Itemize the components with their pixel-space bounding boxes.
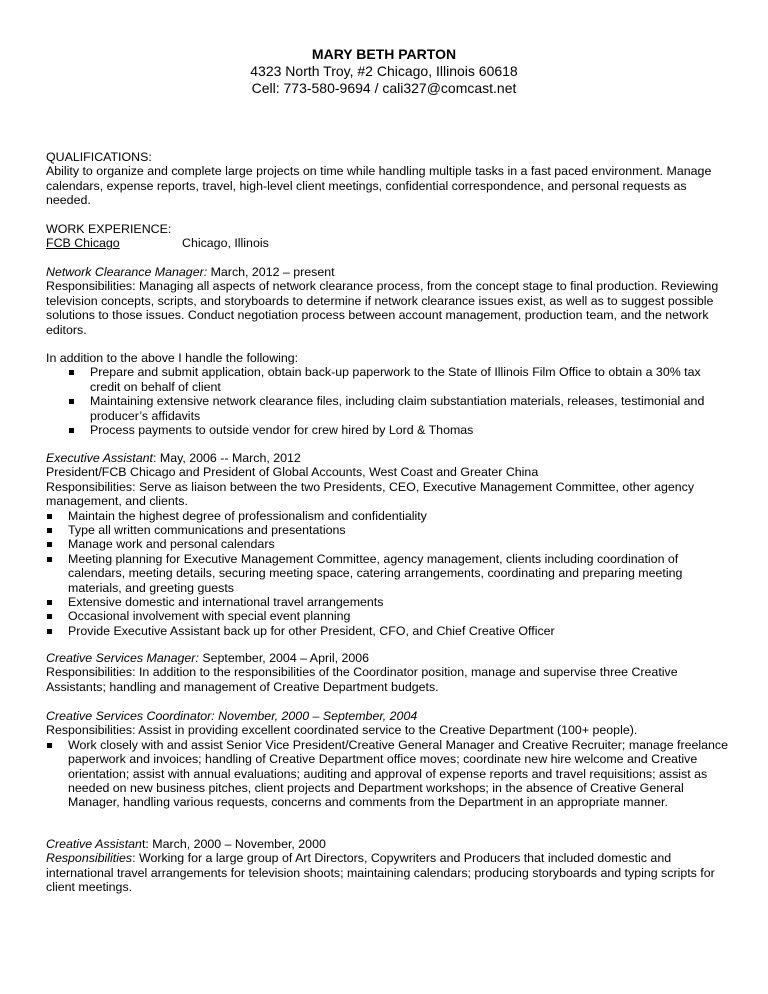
contact-line: Cell: 773-580-9694 / cali327@comcast.net (251, 80, 517, 96)
job-title: Executive Assistant (46, 451, 153, 465)
list-item: Extensive domestic and international travel arrangements (46, 595, 728, 609)
bullet-square-icon (47, 743, 52, 748)
additional-intro: In addition to the above I handle the following: (46, 351, 299, 365)
bullet-square-icon (47, 557, 52, 562)
job-heading (46, 651, 728, 665)
duties-list (46, 509, 728, 639)
responsibilities-label: Responsibilities (46, 851, 133, 866)
qualifications-section (46, 150, 728, 208)
job-subtitle: President/FCB Chicago and President of Global Accounts, West Coast and Greater China (46, 465, 539, 480)
employer-location: Chicago, Illinois (182, 236, 269, 251)
list-item: Maintain the highest degree of professionalism and confidentiality (46, 509, 728, 523)
applicant-name: MARY BETH PARTON (311, 46, 457, 62)
additional-duties (46, 351, 728, 437)
bullet-square-icon (47, 600, 52, 605)
job-creative-services-coordinator (46, 709, 728, 810)
list-item: Type all written communications and presentations (46, 523, 728, 537)
job-creative-services-manager (46, 651, 728, 694)
job-heading (46, 451, 728, 465)
work-experience-section (46, 222, 728, 251)
job-creative-assistant (46, 837, 728, 895)
list-item: Work closely with and assist Senior Vice President/Creative General Manager and Creative Recruiter; manage freelance paperwork and invoices; handling of Creative Department office moves; coordinate new hire welcome and Creative orientation; assist with annual evaluations; auditing and approval of expense reports and travel requisitions; assist as needed on new business pitches, client projects and Department workshops; in the absence of Creative General Manager, handling various requests, concerns and comments from the Department in an appropriate manner. (46, 738, 728, 810)
employer-name: FCB Chicago (46, 236, 120, 251)
job-title: Network Clearance Manager: (46, 265, 208, 279)
qualifications-heading: QUALIFICATIONS: (46, 150, 152, 164)
list-item: Process payments to outside vendor for crew hired by Lord & Thomas (46, 423, 728, 437)
address-line: 4323 North Troy, #2 Chicago, Illinois 60618 (250, 63, 518, 79)
job-responsibilities: Responsibilities: In addition to the responsibilities of the Coordinator position, manage and supervise three Creative Assistants; handling and management of Creative Department budgets. (46, 665, 678, 694)
job-title: Creative Services Manager: (46, 651, 199, 665)
responsibilities-text: : Working for a large group of Art Directors, Copywriters and Producers that included domestic and international travel arrangements for television shoots; maintaining calendars; producing storyboards and typing scripts for client meetings. (46, 851, 715, 895)
bullet-square-icon (47, 528, 52, 533)
job-responsibilities (46, 851, 728, 894)
job-heading: Creative Services Coordinator: November, 2000 – September, 2004 (46, 709, 418, 723)
additional-duties-list (46, 365, 728, 437)
job-title: Creative Assistan (46, 837, 142, 851)
job-executive-assistant (46, 451, 728, 638)
job-responsibilities: Responsibilities: Serve as liaison between the two Presidents, CEO, Executive Management Committee, other agency management, and clients. (46, 479, 695, 509)
bullet-square-icon (47, 514, 52, 519)
job-responsibilities: Responsibilities: Managing all aspects of network clearance process, from the concept stage to final production. Reviewing television concepts, scripts, and storyboards to determine if network clearance issues exist, as well as to suggest possible solutions to those issues. Conduct negotiation process between account management, production team, and the network editors. (46, 279, 719, 337)
job-heading (46, 837, 728, 851)
duties-list (46, 738, 728, 810)
bullet-square-icon (47, 614, 52, 619)
bullet-square-icon (69, 399, 74, 404)
job-dates: : May, 2006 -- March, 2012 (152, 451, 301, 465)
job-heading (46, 265, 728, 279)
list-item: Meeting planning for Executive Management Committee, agency management, clients including coordination of calendars, meeting details, securing meeting space, catering arrangements, coordinating and preparing meeting materials, and greeting guests (46, 552, 728, 595)
qualifications-text: Ability to organize and complete large projects on time while handling multiple tasks in a fast paced environment. Manage calendars, expense reports, travel, high-level client meetings, confidential correspondence, and personal requests as needed. (46, 164, 712, 208)
list-item: Occasional involvement with special event planning (46, 609, 728, 623)
bullet-square-icon (47, 542, 52, 547)
employer-line (46, 236, 728, 250)
job-responsibilities: Responsibilities: Assist in providing excellent coordinated service to the Creative Department (100+ people). (46, 723, 638, 738)
job-dates: September, 2004 – April, 2006 (198, 651, 370, 665)
list-item: Prepare and submit application, obtain back-up paperwork to the State of Illinois Film Office to obtain a 30% tax credit on behalf of client (46, 365, 728, 394)
bullet-square-icon (69, 428, 74, 433)
job-dates: March, 2012 – present (207, 265, 335, 279)
work-experience-heading: WORK EXPERIENCE: (46, 222, 172, 236)
job-network-clearance (46, 265, 728, 337)
resume-page (46, 46, 729, 895)
list-item: Maintaining extensive network clearance files, including claim substantiation materials, releases, testimonial and producer’s affidavits (46, 394, 728, 423)
list-item: Provide Executive Assistant back up for other President, CFO, and Chief Creative Officer (46, 624, 728, 638)
job-dates: t: March, 2000 – November, 2000 (141, 837, 326, 851)
bullet-square-icon (69, 370, 74, 375)
bullet-square-icon (47, 629, 52, 634)
resume-header (46, 46, 722, 97)
list-item: Manage work and personal calendars (46, 537, 728, 551)
